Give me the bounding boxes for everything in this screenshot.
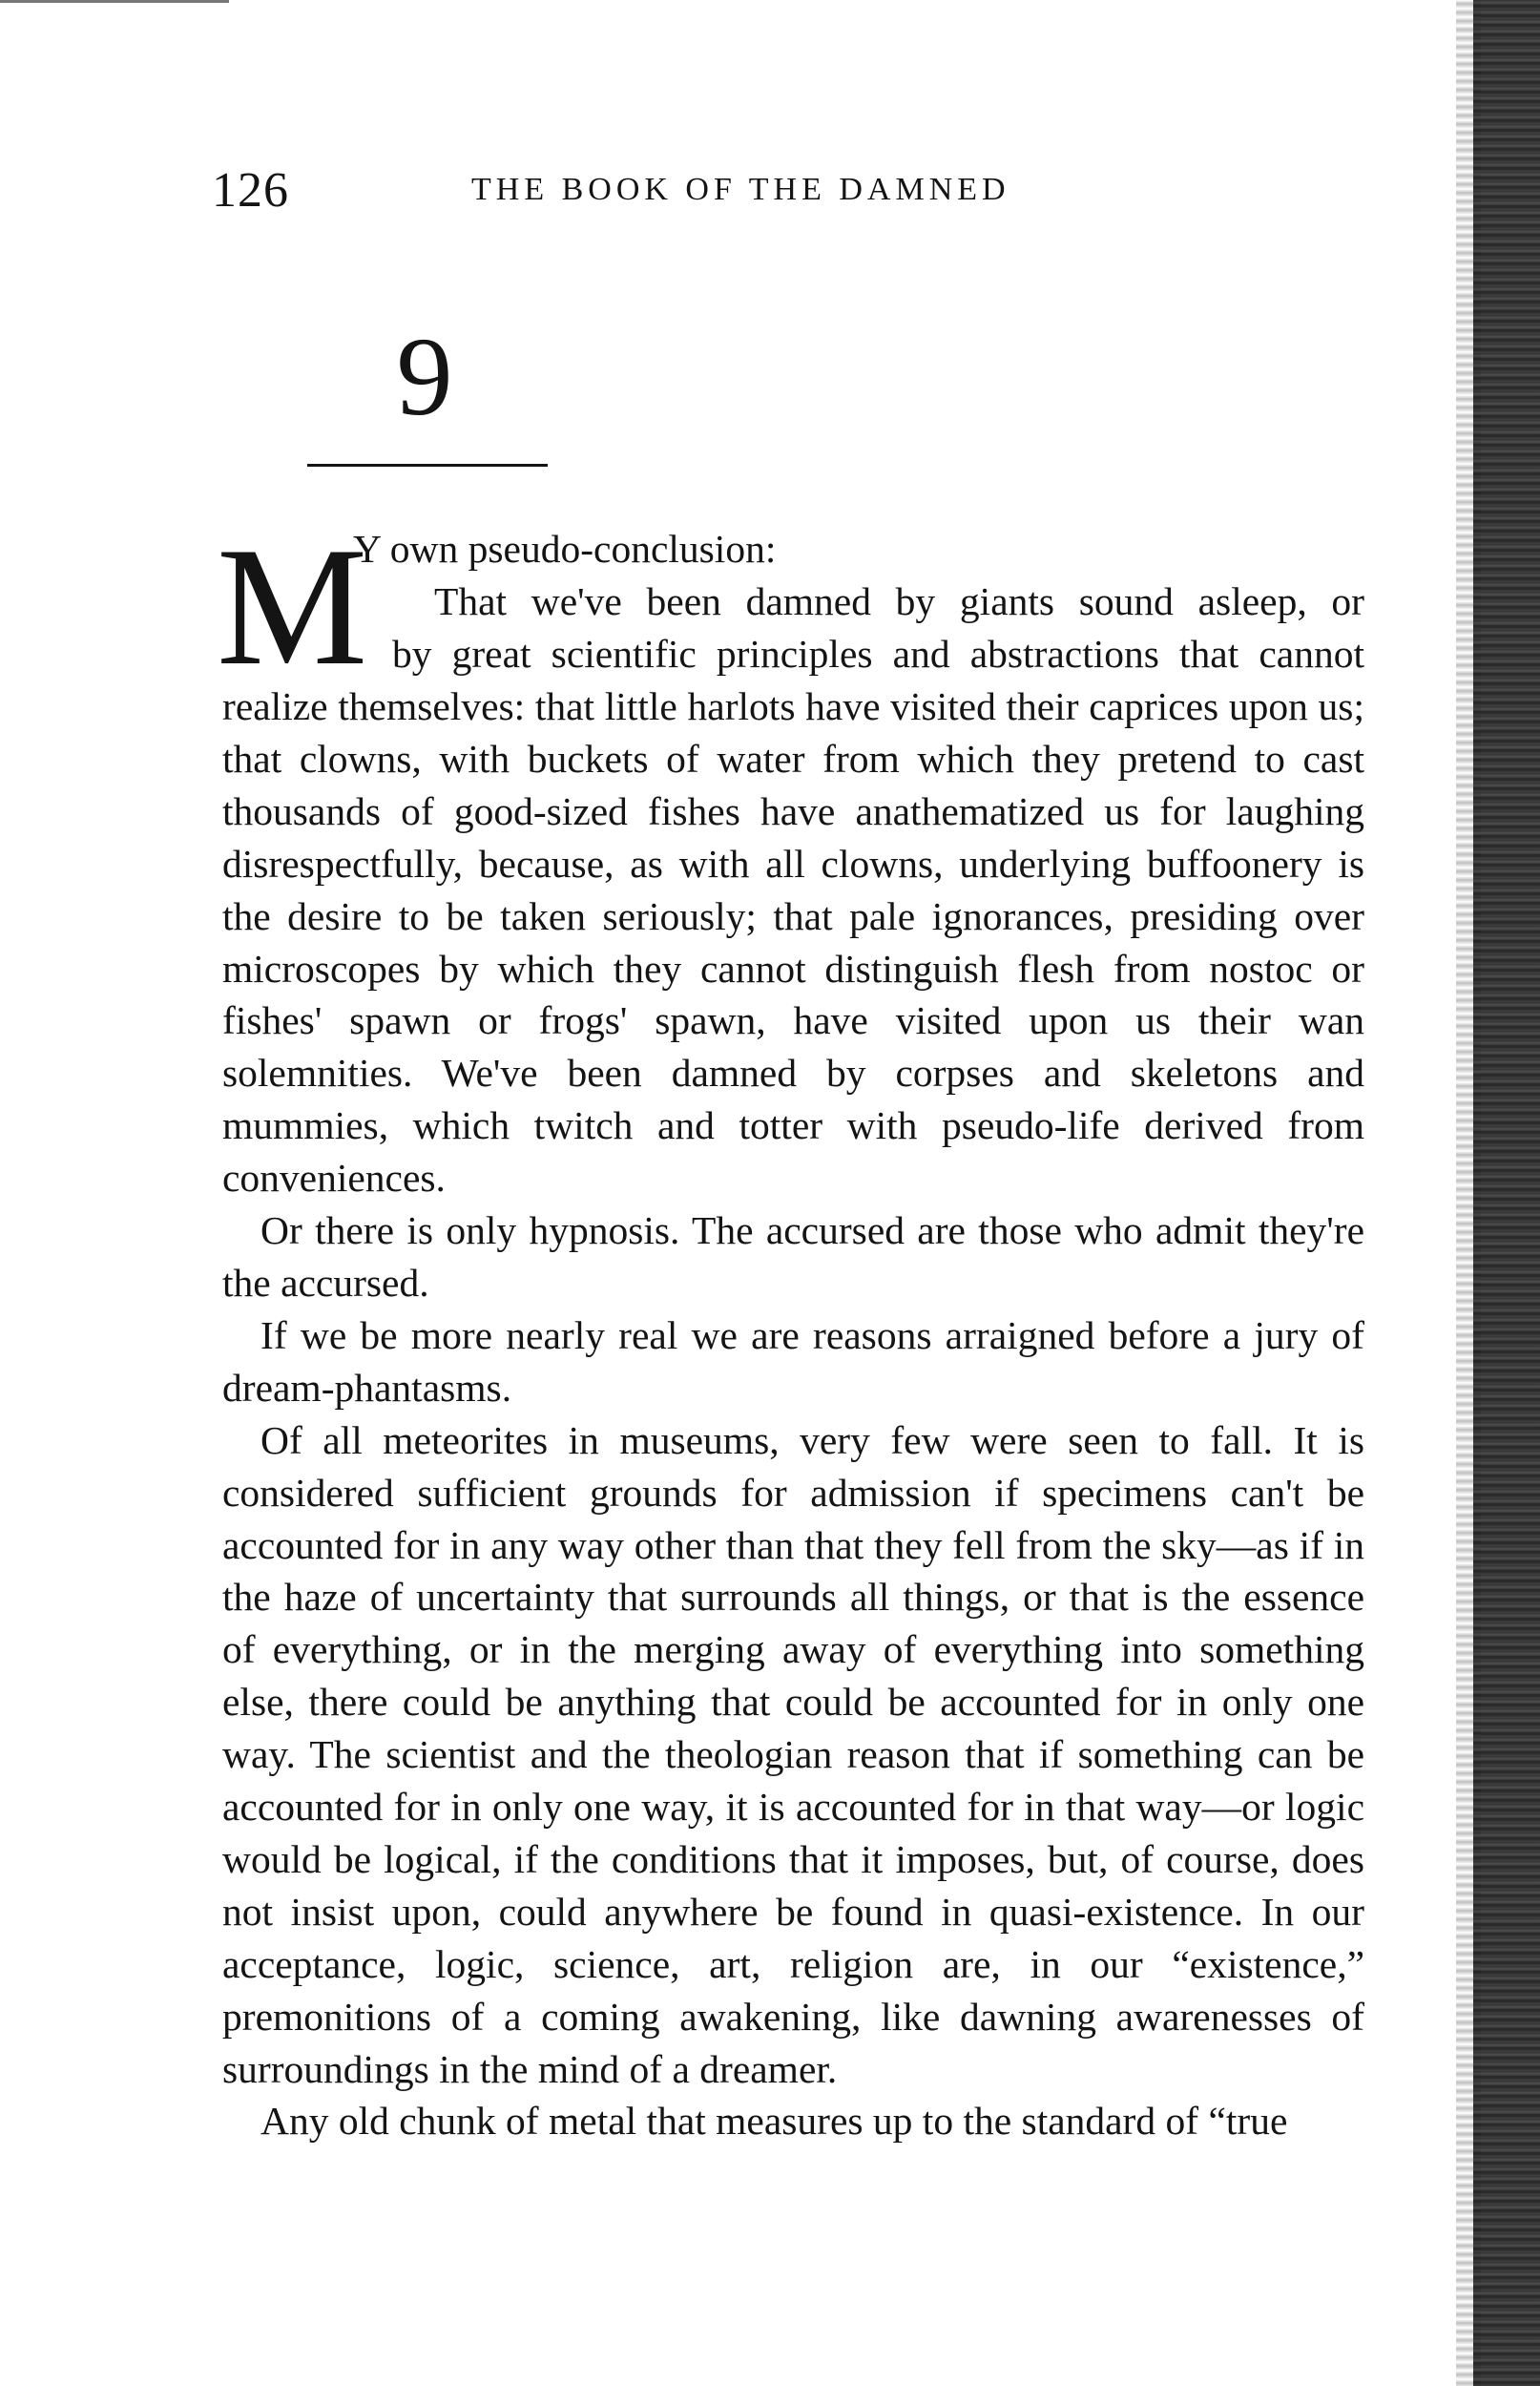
paragraph: Any old chunk of metal that measures up to the standard of “true <box>260 2099 1288 2144</box>
paragraph-opening-rest: realize themselves: that little harlots have visited their caprices upon us; that clowns, with buckets of water from which they pretend to cast thousands of good-sized fishes have anathematized us for laughing disrespectfully, because, as with all clowns, underlying buffoonery is the desire to be taken seriously; that pale ignorances, presiding over microscopes by which they cannot distinguish flesh from nostoc or fishes' spawn or frogs' spawn, have visited upon us their wan solemnities. We've been damned by corpses and skeletons and mummies, which twitch and totter with pseudo-life derived from conveniences. <box>222 684 1364 1201</box>
page-number: 126 <box>212 163 289 218</box>
running-head <box>212 162 1395 220</box>
paragraph: Or there is only hypnosis. The accursed are those who admit they're the accursed. <box>222 1208 1364 1305</box>
chapter-rule <box>307 464 548 467</box>
drop-cap: M <box>217 512 368 701</box>
opening-line-2: That we've been damned by giants sound asleep, or <box>434 579 1364 623</box>
paragraph: If we be more nearly real we are reasons arraigned before a jury of dream-phantasms. <box>222 1312 1364 1410</box>
body-text <box>217 512 1364 2147</box>
chapter-number: 9 <box>396 314 453 439</box>
paragraph: Of all meteorites in museums, very few were seen to fall. It is considered sufficient grounds for admission if specimens can't be accounted for in any way other than that they fell from the sky—as if in the haze of uncertainty that surrounds all things, or that is the essence of everything, or in the merging away of everything into something else, there could be anything that could be accounted for in only one way. The scientist and the theologian reason that if something can be accounted for in only one way, it is accounted for in that way—or logic would be logical, if the conditions that it imposes, but, of course, does not insist upon, could anywhere be found in quasi-existence. In our acceptance, logic, science, art, religion are, in our “existence,” premonitions of a coming awakening, like dawning awarenesses of surroundings in the mind of a dreamer. <box>222 1417 1364 2091</box>
opening-line-3: by great scientific principles and abstractions that cannot <box>392 632 1364 676</box>
scan-page-edge <box>1473 0 1540 2386</box>
scan-top-rule <box>0 0 229 3</box>
book-title: THE BOOK OF THE DAMNED <box>471 172 1010 207</box>
opening-line-1: Y own pseudo-conclusion: <box>353 527 777 571</box>
opening-lines <box>217 512 1364 701</box>
